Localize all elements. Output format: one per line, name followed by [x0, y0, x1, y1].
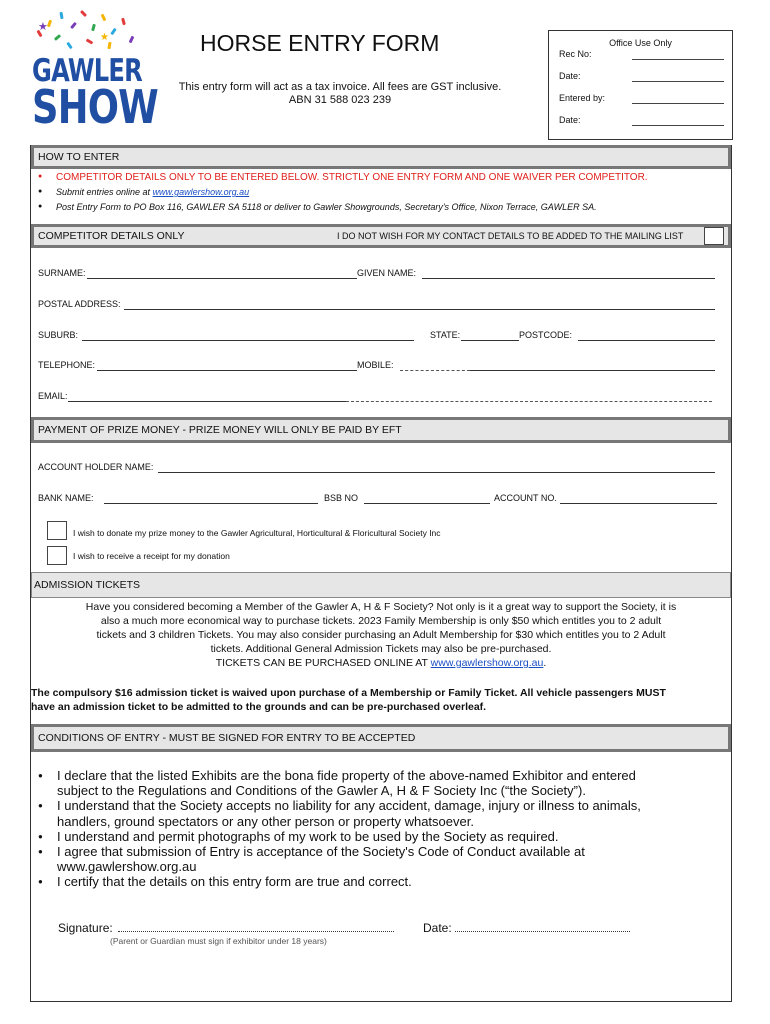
office-entered-by-line[interactable] [632, 103, 724, 104]
mobile-field[interactable] [470, 370, 715, 371]
bullet-icon: ● [38, 877, 43, 887]
logo-text-gawler: GAWLER [32, 53, 143, 89]
office-date2-row: Date: [559, 115, 724, 125]
conditions-list [38, 768, 728, 890]
abn-number: ABN 31 588 023 239 [288, 94, 392, 106]
postcode-label: POSTCODE: [519, 330, 573, 340]
form-intro [160, 81, 520, 107]
prize-money-heading: PAYMENT OF PRIZE MONEY - PRIZE MONEY WILL ONLY BE PAID BY EFT [31, 417, 731, 443]
email-field[interactable] [68, 401, 346, 402]
conditions-heading: CONDITIONS OF ENTRY - MUST BE SIGNED FOR ENTRY TO BE ACCEPTED [31, 724, 731, 752]
email-field-dashed[interactable] [346, 401, 712, 402]
account-no-label: ACCOUNT NO. [494, 493, 557, 503]
given-name-field[interactable] [422, 278, 715, 279]
how-to-enter-heading: HOW TO ENTER [31, 145, 731, 169]
office-rec-no-row: Rec No: [559, 49, 724, 59]
donation-receipt-checkbox[interactable] [47, 546, 67, 565]
membership-paragraph: Have you considered becoming a Member of the Gawler A, H & F Society? Not only is it a great way to support the Society, it is also a much more economical way to purchase tickets. 2023 Family Membership is only $50 which entitles you to 2 adult tickets and 3 children Tickets. You may also consider purchasing an Adult Membership for $30 which entitles you to 2 Adult tickets. Additional General Admission Tickets may also be pre-purchased. TICKETS CAN BE PURCHASED ONLINE AT www.gawlershow.org.au. [85, 601, 677, 669]
date-label: Date: [423, 921, 452, 935]
surname-label: SURNAME: [38, 268, 86, 278]
admission-tickets-heading: ADMISSION TICKETS [31, 572, 731, 598]
bullet-icon: ● [38, 801, 43, 811]
signature-field[interactable] [118, 931, 394, 932]
bsb-field[interactable] [364, 503, 490, 504]
date-field[interactable] [455, 931, 630, 932]
condition-item: ● I understand that the Society accepts no liability for any accident, damage, injury or illness to animals, handlers, ground spectators or any other person or property whatsoever. [38, 798, 641, 829]
bank-name-field[interactable] [104, 503, 318, 504]
postal-address-field[interactable] [124, 309, 715, 310]
mobile-label: MOBILE: [357, 360, 394, 370]
signature-label: Signature: [58, 921, 113, 935]
bsb-label: BSB NO [324, 493, 359, 503]
star-icon: ★ [100, 32, 109, 43]
postal-address-label: POSTAL ADDRESS: [38, 299, 121, 309]
bank-name-label: BANK NAME: [38, 493, 94, 503]
mailing-list-optout-checkbox[interactable] [704, 227, 724, 245]
office-date2-line[interactable] [632, 125, 724, 126]
bullet-icon: ● [38, 847, 43, 857]
form-title: HORSE ENTRY FORM [200, 30, 440, 56]
state-field[interactable] [461, 340, 519, 341]
office-entered-by-row: Entered by: [559, 93, 724, 103]
tax-invoice-note: This entry form will act as a tax invoice. All fees are GST inclusive. [178, 81, 502, 93]
condition-item: ● I agree that submission of Entry is acceptance of the Society's Code of Conduct available at www.gawlershow.org.au [38, 844, 585, 875]
condition-item: ● I declare that the listed Exhibits are the bona fide property of the above-named Exhibitor and entered subject to the Regulations and Conditions of the Gawler A, H & F Society Inc (“the Society”). [38, 768, 636, 799]
mailing-list-optout-label: I DO NOT WISH FOR MY CONTACT DETAILS TO BE ADDED TO THE MAILING LIST [337, 231, 684, 241]
telephone-label: TELEPHONE: [38, 360, 96, 370]
donation-receipt-label: I wish to receive a receipt for my donation [73, 551, 230, 561]
account-holder-field[interactable] [158, 472, 715, 473]
tickets-online-link[interactable]: www.gawlershow.org.au [430, 657, 544, 669]
competitor-details-heading: COMPETITOR DETAILS ONLY I DO NOT WISH FOR MY CONTACT DETAILS TO BE ADDED TO THE MAILING LIST [31, 224, 731, 248]
mobile-field-dashed[interactable] [400, 370, 470, 371]
state-label: STATE: [430, 330, 461, 340]
postcode-field[interactable] [578, 340, 715, 341]
email-label: EMAIL: [38, 391, 68, 401]
star-icon: ★ [38, 21, 48, 33]
compulsory-ticket-note: The compulsory $16 admission ticket is waived upon purchase of a Membership or Family Ticket. All vehicle passengers MUST have an admission ticket to be admitted to the grounds and can be pre-purchased overleaf. [31, 687, 666, 713]
account-no-field[interactable] [560, 503, 717, 504]
account-holder-label: ACCOUNT HOLDER NAME: [38, 462, 154, 472]
condition-item: ● I certify that the details on this entry form are true and correct. [38, 874, 412, 890]
logo-text-show: SHOW [32, 80, 158, 134]
surname-field[interactable] [87, 278, 357, 279]
office-use-heading: Office Use Only [609, 38, 672, 48]
donate-prize-money-label: I wish to donate my prize money to the Gawler Agricultural, Horticultural & Floricultural Society Inc [73, 528, 441, 538]
entries-online-link[interactable]: www.gawlershow.org.au [152, 187, 250, 197]
bullet-icon: ● [38, 831, 43, 841]
suburb-label: SUBURB: [38, 330, 79, 340]
guardian-note: (Parent or Guardian must sign if exhibitor under 18 years) [110, 936, 327, 946]
condition-item: ● I understand and permit photographs of my work to be used by the Society as required. [38, 828, 559, 844]
office-date-line[interactable] [632, 81, 724, 82]
telephone-field[interactable] [97, 370, 357, 371]
office-rec-no-line[interactable] [632, 59, 724, 60]
donate-prize-money-checkbox[interactable] [47, 521, 67, 540]
office-use-box [548, 30, 733, 140]
suburb-field[interactable] [82, 340, 414, 341]
office-date-row: Date: [559, 71, 724, 81]
gawler-show-logo [28, 8, 158, 134]
given-name-label: GIVEN NAME: [357, 268, 417, 278]
bullet-icon: ● [38, 771, 43, 780]
